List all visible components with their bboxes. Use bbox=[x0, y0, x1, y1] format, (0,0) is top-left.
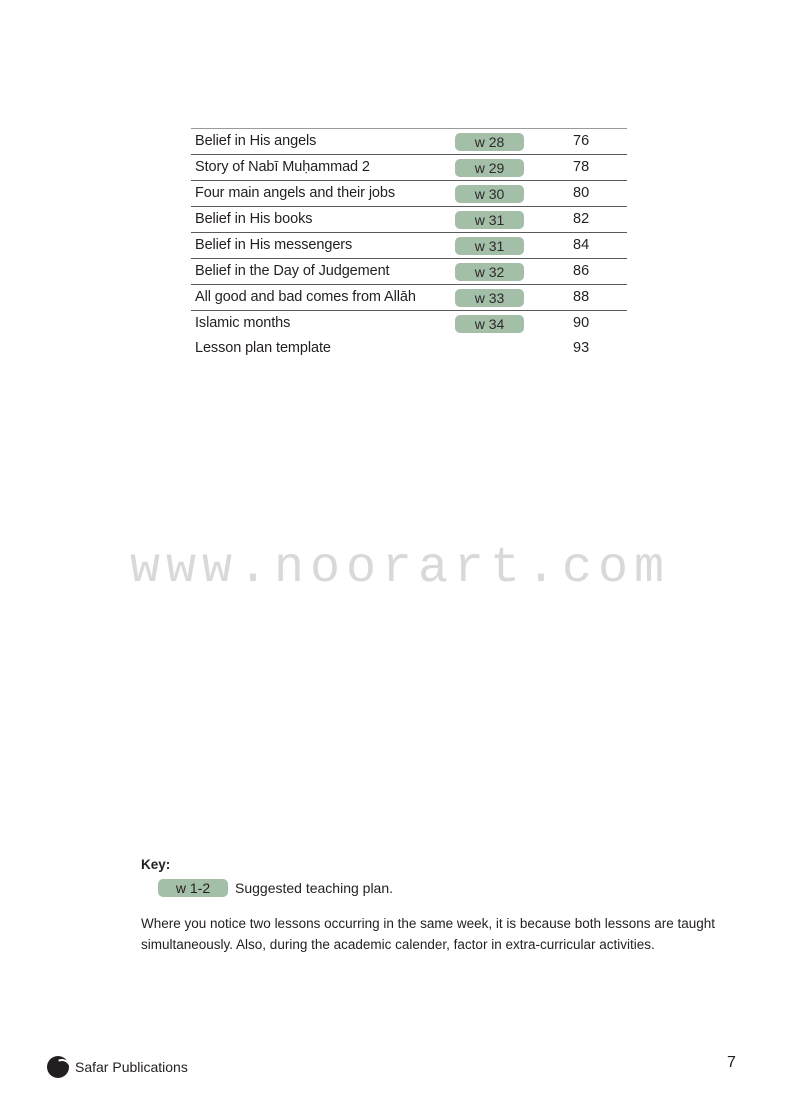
key-section bbox=[141, 857, 741, 955]
key-legend-row bbox=[141, 879, 741, 903]
toc-row bbox=[191, 155, 627, 181]
week-badge: w 31 bbox=[455, 237, 524, 255]
toc-title: All good and bad comes from Allāh bbox=[195, 289, 416, 305]
week-badge: w 31 bbox=[455, 211, 524, 229]
key-heading: Key: bbox=[141, 857, 171, 872]
toc-page-number: 90 bbox=[573, 315, 590, 331]
publisher-brand bbox=[47, 1056, 188, 1078]
watermark: www.noorart.com bbox=[129, 540, 671, 597]
key-week-badge: w 1-2 bbox=[158, 879, 228, 897]
toc-page-number: 84 bbox=[573, 237, 590, 253]
toc-row bbox=[191, 233, 627, 259]
toc-page-number: 88 bbox=[573, 289, 590, 305]
toc-title: Belief in His messengers bbox=[195, 237, 353, 253]
toc-page-number: 82 bbox=[573, 211, 590, 227]
toc-page-number: 86 bbox=[573, 263, 590, 279]
toc-page-number: 76 bbox=[573, 133, 590, 149]
publisher-name: Safar Publications bbox=[75, 1059, 188, 1075]
toc-row bbox=[191, 181, 627, 207]
toc-title: Lesson plan template bbox=[195, 340, 331, 356]
key-badge-meaning: Suggested teaching plan. bbox=[235, 880, 394, 896]
toc-page-number: 93 bbox=[573, 340, 590, 356]
toc-title: Four main angels and their jobs bbox=[195, 185, 396, 201]
toc-row bbox=[191, 207, 627, 233]
toc-title: Belief in the Day of Judgement bbox=[195, 263, 390, 279]
week-badge: w 33 bbox=[455, 289, 524, 307]
key-note: Where you notice two lessons occurring in the same week, it is because both lessons are taught simultaneously. Also, during the academic calender, factor in extra-curricular activities. bbox=[141, 916, 716, 952]
toc-title: Belief in His angels bbox=[195, 133, 317, 149]
week-badge: w 34 bbox=[455, 315, 524, 333]
toc-row bbox=[191, 336, 627, 361]
toc-title: Story of Nabī Muḥammad 2 bbox=[195, 159, 370, 175]
table-of-contents bbox=[191, 128, 627, 361]
week-badge: w 29 bbox=[455, 159, 524, 177]
toc-row bbox=[191, 285, 627, 311]
toc-page-number: 80 bbox=[573, 185, 590, 201]
page-number: 7 bbox=[727, 1054, 736, 1071]
toc-page-number: 78 bbox=[573, 159, 590, 175]
safar-logo-icon bbox=[47, 1056, 69, 1078]
toc-title: Islamic months bbox=[195, 315, 291, 331]
week-badge: w 30 bbox=[455, 185, 524, 203]
week-badge: w 28 bbox=[455, 133, 524, 151]
toc-title: Belief in His books bbox=[195, 211, 313, 227]
toc-row bbox=[191, 259, 627, 285]
toc-row bbox=[191, 311, 627, 336]
toc-row bbox=[191, 129, 627, 155]
week-badge: w 32 bbox=[455, 263, 524, 281]
